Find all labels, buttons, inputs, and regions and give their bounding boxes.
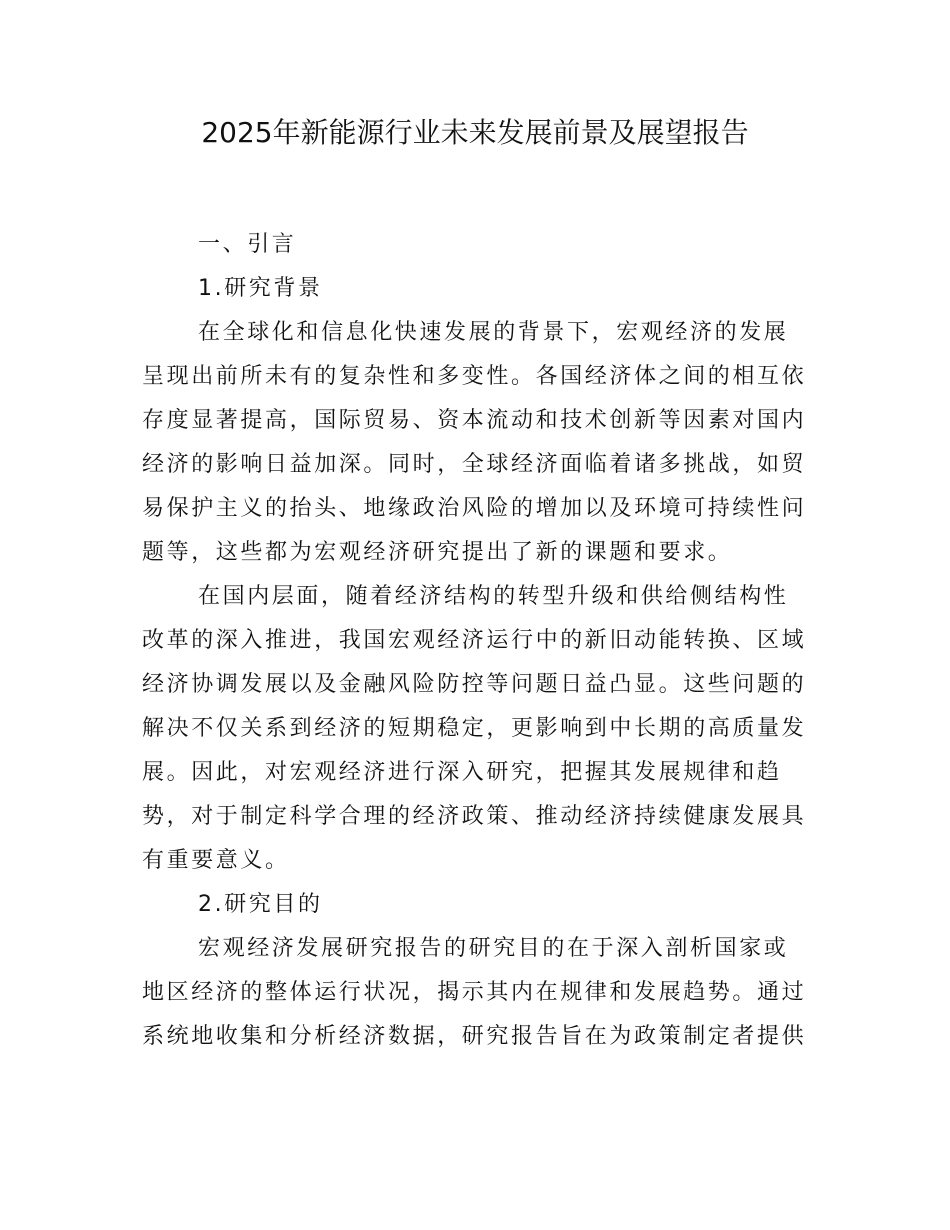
paragraph-global-background xyxy=(142,311,814,575)
paragraph-line: 呈现出前所未有的复杂性和多变性。各国经济体之间的相互依 xyxy=(142,364,807,389)
paragraph-line: 势，对于制定科学合理的经济政策、推动经济持续健康发展具 xyxy=(142,804,807,829)
paragraph-line: 题等，这些都为宏观经济研究提出了新的课题和要求。 xyxy=(142,540,733,565)
subsection-heading-purpose: 2.研究目的 xyxy=(198,892,323,917)
paragraph-line: 在国内层面，随着经济结构的转型升级和供给侧结构性 xyxy=(198,584,789,609)
paragraph-line: 解决不仅关系到经济的短期稳定，更影响到中长期的高质量发 xyxy=(142,716,807,741)
paragraph-line: 展。因此，对宏观经济进行深入研究，把握其发展规律和趋 xyxy=(142,760,782,785)
paragraph-line: 地区经济的整体运行状况，揭示其内在规律和发展趋势。通过 xyxy=(142,980,807,1005)
paragraph-line: 系统地收集和分析经济数据，研究报告旨在为政策制定者提供 xyxy=(142,1024,807,1049)
paragraph-research-purpose xyxy=(142,927,814,1059)
paragraph-line: 宏观经济发展研究报告的研究目的在于深入剖析国家或 xyxy=(198,936,789,961)
paragraph-line: 易保护主义的抬头、地缘政治风险的增加以及环境可持续性问 xyxy=(142,496,807,521)
section-heading-intro: 一、引言 xyxy=(198,232,297,257)
document-body xyxy=(142,223,814,1059)
paragraph-line: 有重要意义。 xyxy=(142,848,290,873)
subsection-heading-background: 1.研究背景 xyxy=(198,276,323,301)
paragraph-line: 经济协调发展以及金融风险防控等问题日益凸显。这些问题的 xyxy=(142,672,807,697)
paragraph-domestic-background xyxy=(142,575,814,883)
paragraph-line: 在全球化和信息化快速发展的背景下，宏观经济的发展 xyxy=(198,320,789,345)
document-title: 2025年新能源行业未来发展前景及展望报告 xyxy=(201,116,749,149)
paragraph-line: 经济的影响日益加深。同时，全球经济面临着诸多挑战，如贸 xyxy=(142,452,807,477)
paragraph-line: 改革的深入推进，我国宏观经济运行中的新旧动能转换、区域 xyxy=(142,628,807,653)
paragraph-line: 存度显著提高，国际贸易、资本流动和技术创新等因素对国内 xyxy=(142,408,807,433)
